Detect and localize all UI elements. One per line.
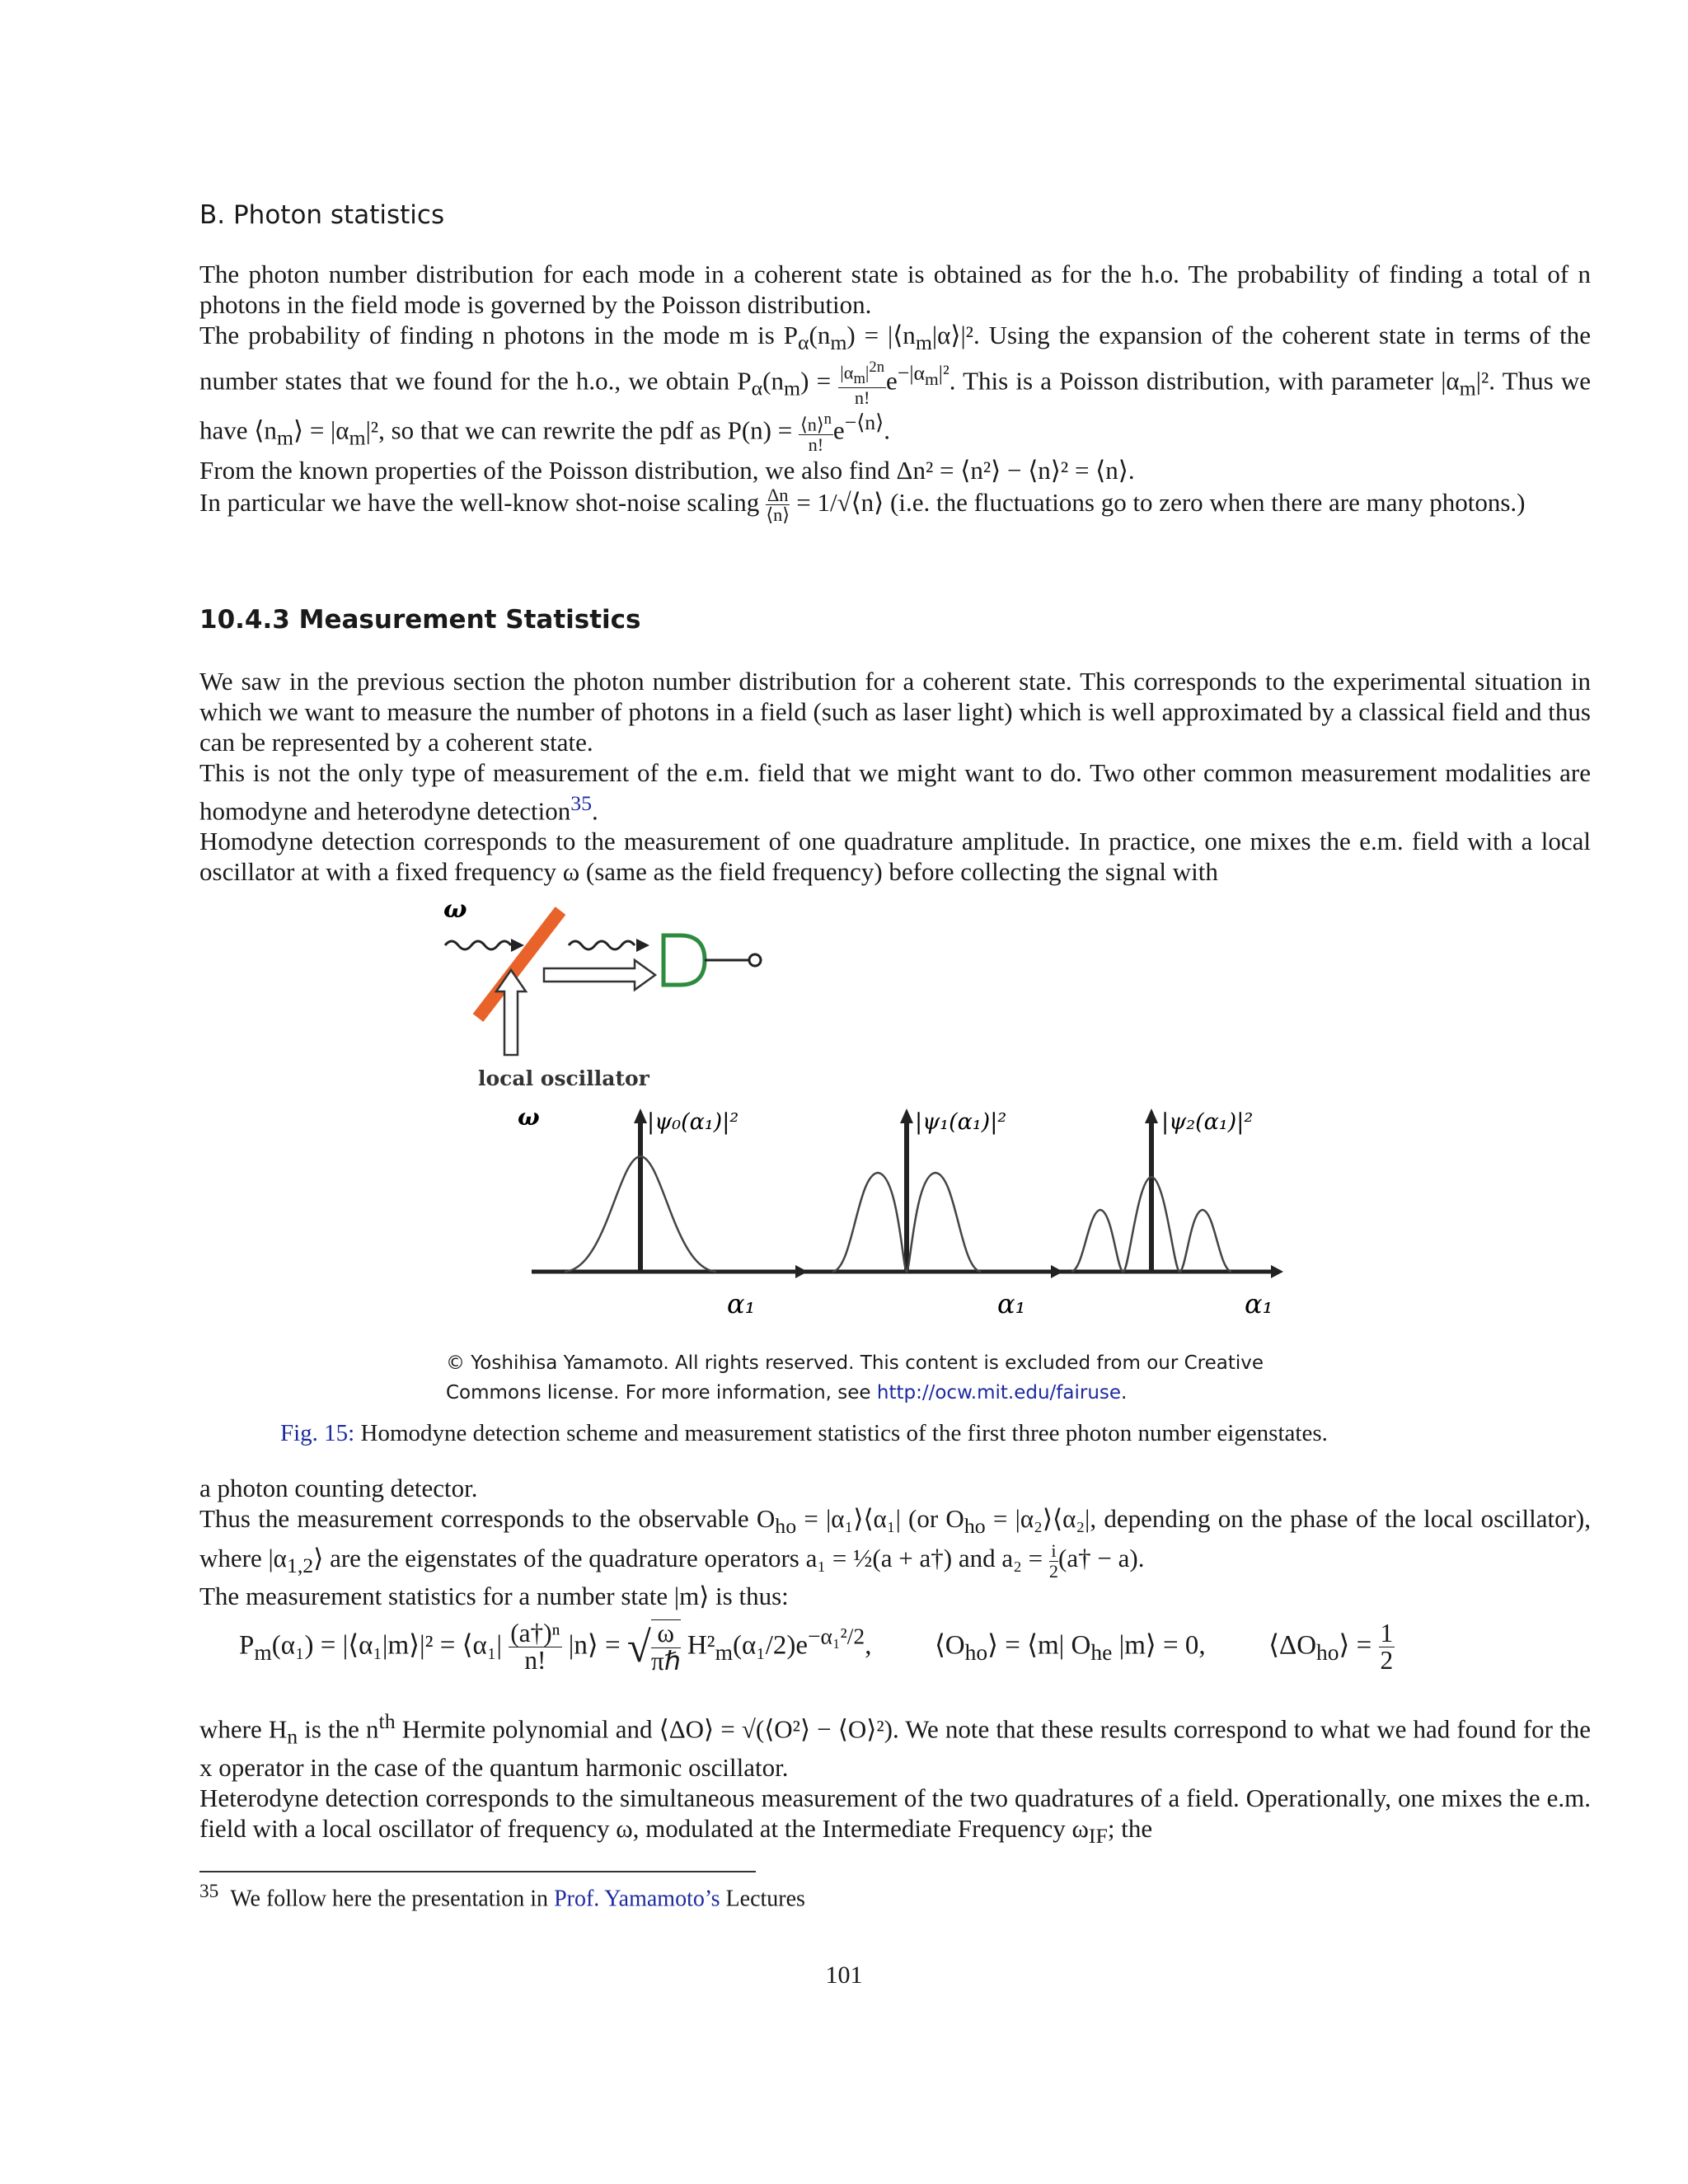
para2-p3: Homodyne detection corresponds to the measurement of one quadrature amplitude. In practice, one mixes the e.m. field with a local oscillator at with a fixed frequency ω (same as the field frequency) before collecting the signal with (199, 827, 1591, 887)
para3-line3: The measurement statistics for a number state |m⟩ is thus: (199, 1582, 789, 1611)
copyright-line2: Commons license. For more information, see http://ocw.mit.edu/fairuse. (446, 1382, 1128, 1404)
output-wave-icon (569, 941, 635, 949)
plot2-label: |ψ₁(α₁)|² (915, 1109, 1007, 1135)
lo-arrow-right-icon (544, 960, 655, 990)
figure-omega-left: ω (518, 1104, 540, 1131)
para1-line5: In particular we have the well-know shot-noise scaling $\frac{\Delta n}{⟨n⟩}$ = 1/√⟨n⟩ (i.e. the fluctuations go to zero when there are many photons.) (199, 484, 1526, 526)
plot1-alpha: α₁ (727, 1288, 756, 1319)
subsection-title: B. Photon statistics (199, 200, 445, 230)
input-wave-icon (445, 941, 511, 949)
para4-line1: where $H_n$ is the $n^{th}$ Hermite polynomial and ⟨ΔO⟩ = √(⟨O²⟩ − ⟨O⟩²). We note that these results correspond to what we had found for the x operator in the case of the quantum harmonic oscillator. (199, 1709, 1591, 1782)
copyright-line1: © Yoshihisa Yamamoto. All rights reserved. This content is excluded from our Creative (446, 1352, 1264, 1374)
footnote-rule (199, 1871, 756, 1872)
plot1-label: |ψ₀(α₁)|² (647, 1109, 739, 1135)
plot3-label: |ψ₂(α₁)|² (1161, 1109, 1254, 1135)
para2-p2: This is not the only type of measurement of the e.m. field that we might want to do. Two other common measurement modalities are homodyne and heterodyne detection$^{35}$. (199, 758, 1591, 826)
beam-splitter-mirror (478, 911, 560, 1018)
homodyne-figure (429, 894, 1311, 1323)
section-title: 10.4.3 Measurement Statistics (199, 605, 641, 635)
page-number: 101 (825, 1961, 863, 1989)
para1-line1: The photon number distribution for each mode in a coherent state is obtained as for the h.o. The probability of finding a total of n photons in the field mode is governed by the Poisson distribution. (199, 260, 1591, 319)
para3-line2: Thus the measurement corresponds to the observable $O_{ho}$ = |α₁⟩⟨α₁| (or $O_{ho}$ = |α₂⟩⟨α₂|, depending on the phase of the local oscillator), where $|\alpha_{1,2}⟩$ are the eigenstates of the quadrature operators a₁ = ½(a + a†) and a₂ = $\frac{i}{2}$ (a† − a). (199, 1504, 1591, 1582)
yamamoto-link[interactable]: Prof. Yamamoto’s (554, 1886, 720, 1912)
detector-output-icon (749, 954, 761, 966)
plot2-alpha: α₁ (997, 1288, 1026, 1319)
figure-label-link[interactable]: Fig. 15: (280, 1420, 355, 1446)
heterodyne-paragraph (199, 1706, 1591, 1851)
output-arrow-icon (636, 939, 649, 952)
figure-caption: Fig. 15: Homodyne detection scheme and measurement statistics of the first three photon number eigenstates. (280, 1420, 1328, 1446)
fairuse-link[interactable]: http://ocw.mit.edu/fairuse (876, 1382, 1122, 1404)
para2-p1: We saw in the previous section the photon number distribution for a coherent state. This corresponds to the experimental situation in which we want to measure the number of photons in a field (such as laser light) which is well approximated by a classical field and thus can be represented by a coherent state. (199, 667, 1591, 757)
photon-statistics-paragraph (199, 259, 1591, 525)
figure-omega-top: ω (443, 895, 467, 924)
measurement-paragraph (199, 666, 1591, 887)
para3-line1: a photon counting detector. (199, 1474, 478, 1502)
plot3-alpha: α₁ (1245, 1288, 1273, 1319)
para1-line2: The probability of finding n photons in the mode m is $P_\alpha(n_m)$ = $|⟨n_m|\alpha⟩|^2$. Using the expansion of the coherent state in terms of the number states that we found for the h.o., we obtain $P_\alpha(n_m)$ = $\frac{|\alpha_m|^{2n}}{n!}$ $e^{-|\alpha_m|^2}$. This is a Poisson distribution, with parameter $|\alpha_m|^2$. Thus we have $⟨n_m⟩ = |\alpha_m|^2$, so that we can rewrite the pdf as P(n) = $\frac{⟨n⟩^n}{n!}$ $e^{-⟨n⟩}$. (199, 321, 1592, 456)
footnote-ref[interactable]: 35 (570, 791, 593, 815)
copyright-notice (446, 1348, 1264, 1408)
para4-line2: Heterodyne detection corresponds to the simultaneous measurement of the two quadratures of a field. Operationally, one mixes the e.m. field with a local oscillator of frequency ω, modulated at the Intermediate Frequency $\omega_{IF}$; the (199, 1783, 1591, 1848)
homodyne-paragraph (199, 1473, 1591, 1611)
local-oscillator-label: local oscillator (478, 1066, 649, 1090)
detector-icon (663, 935, 705, 985)
footnote-number: 35 (199, 1881, 219, 1902)
footnote: $^{35}$ We follow here the presentation in Prof. Yamamoto’s Lectures (199, 1881, 805, 1912)
para1-line4: From the known properties of the Poisson distribution, we also find Δn² = ⟨n²⟩ − ⟨n⟩² = ⟨n⟩. (199, 455, 1135, 485)
measurement-equation: $P_m(\alpha_1)$ = |⟨α₁|m⟩|² = ⟨α₁| $\frac{\text{(a†)ⁿ}}{n!}$ |n⟩ = √ $\frac{\omega}{\text{πℏ}}$ $H^2_m(\alpha_1/2)e^{-\alpha_1^2/2}$, $⟨O_{ho}⟩$ = ⟨m| $O_{he}$ |m⟩ = 0, $⟨\Delta O_{ho}⟩$ = $\frac{1}{2}$ (239, 1618, 1394, 1675)
